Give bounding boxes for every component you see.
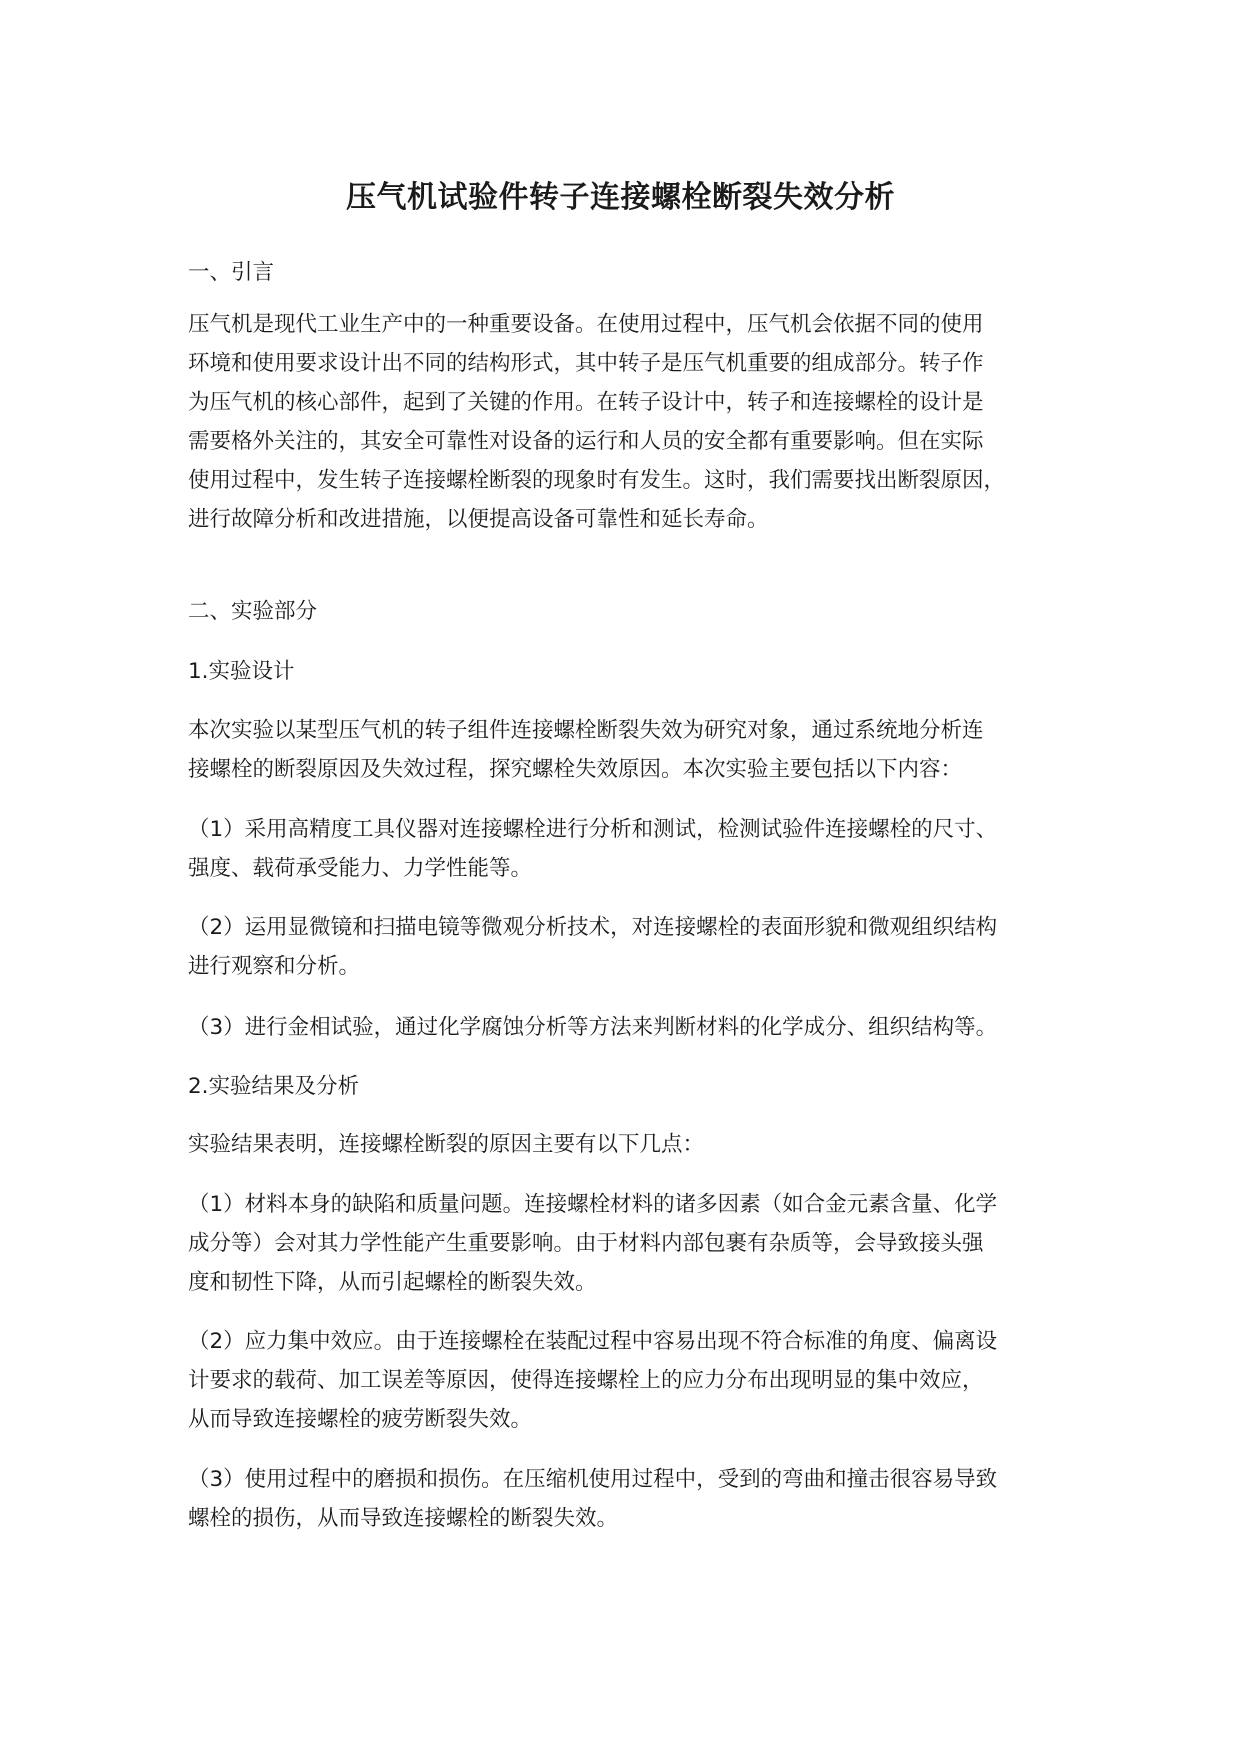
text-line: 2.实验结果及分析 (188, 1074, 360, 1099)
text-line: （1）材料本身的缺陷和质量问题。连接螺栓材料的诸多因素（如合金元素含量、化学 (188, 1192, 998, 1217)
text-line: 进行观察和分析。 (188, 954, 361, 979)
text-line: 强度、载荷承受能力、力学性能等。 (188, 856, 533, 881)
text-line: 螺栓的损伤，从而导致连接螺栓的断裂失效。 (188, 1506, 619, 1531)
text-line: 成分等）会对其力学性能产生重要影响。由于材料内部包裹有杂质等，会导致接头强 (188, 1231, 984, 1256)
text-line: 压气机是现代工业生产中的一种重要设备。在使用过程中，压气机会依据不同的使用 (188, 312, 984, 337)
list-item-design-1 (188, 810, 1078, 888)
paragraph-results-intro (188, 1125, 1078, 1164)
text-line: 接螺栓的断裂原因及失效过程，探究螺栓失效原因。本次实验主要包括以下内容： (188, 757, 963, 782)
text-line: 实验结果表明，连接螺栓断裂的原因主要有以下几点： (188, 1132, 705, 1157)
text-line: 使用过程中，发生转子连接螺栓断裂的现象时有发生。这时，我们需要找出断裂原因， (188, 468, 1006, 493)
text-line: 需要格外关注的，其安全可靠性对设备的运行和人员的安全都有重要影响。但在实际 (188, 429, 984, 454)
text-line: （2）应力集中效应。由于连接螺栓在装配过程中容易出现不符合标准的角度、偏离设 (188, 1329, 998, 1354)
text-line: 二、实验部分 (188, 599, 318, 624)
list-item-design-3 (188, 1008, 1078, 1047)
text-line: 度和韧性下降，从而引起螺栓的断裂失效。 (188, 1270, 597, 1295)
list-item-results-2 (188, 1322, 1078, 1439)
document-title: 压气机试验件转子连接螺栓断裂失效分析 (346, 180, 895, 215)
text-line: 本次实验以某型压气机的转子组件连接螺栓断裂失效为研究对象，通过系统地分析连 (188, 718, 984, 743)
subsection-heading-results (188, 1067, 1078, 1106)
text-line: 环境和使用要求设计出不同的结构形式，其中转子是压气机重要的组成部分。转子作 (188, 351, 984, 376)
text-line: （2）运用显微镜和扫描电镜等微观分析技术，对连接螺栓的表面形貌和微观组织结构 (188, 915, 998, 940)
text-line: （3）进行金相试验，通过化学腐蚀分析等方法来判断材料的化学成分、组织结构等。 (188, 1015, 998, 1040)
text-line: 进行故障分析和改进措施，以便提高设备可靠性和延长寿命。 (188, 507, 769, 532)
text-line: 1.实验设计 (188, 659, 295, 684)
text-line: 计要求的载荷、加工误差等原因，使得连接螺栓上的应力分布出现明显的集中效应， (188, 1368, 984, 1393)
paragraph-design (188, 711, 1078, 789)
text-line: 为压气机的核心部件，起到了关键的作用。在转子设计中，转子和连接螺栓的设计是 (188, 390, 984, 415)
list-item-results-3 (188, 1460, 1078, 1538)
list-item-design-2 (188, 908, 1078, 986)
list-item-results-1 (188, 1185, 1078, 1302)
subsection-heading-design (188, 652, 1078, 691)
text-line: 一、引言 (188, 260, 275, 285)
text-line: （3）使用过程中的磨损和损伤。在压缩机使用过程中，受到的弯曲和撞击很容易导致 (188, 1467, 998, 1492)
section-heading-introduction (188, 253, 1078, 292)
text-line: 从而导致连接螺栓的疲劳断裂失效。 (188, 1407, 533, 1432)
section-heading-experiment (188, 592, 1078, 631)
text-line: （1）采用高精度工具仪器对连接螺栓进行分析和测试，检测试验件连接螺栓的尺寸、 (188, 817, 998, 842)
paragraph-introduction (188, 305, 1078, 539)
